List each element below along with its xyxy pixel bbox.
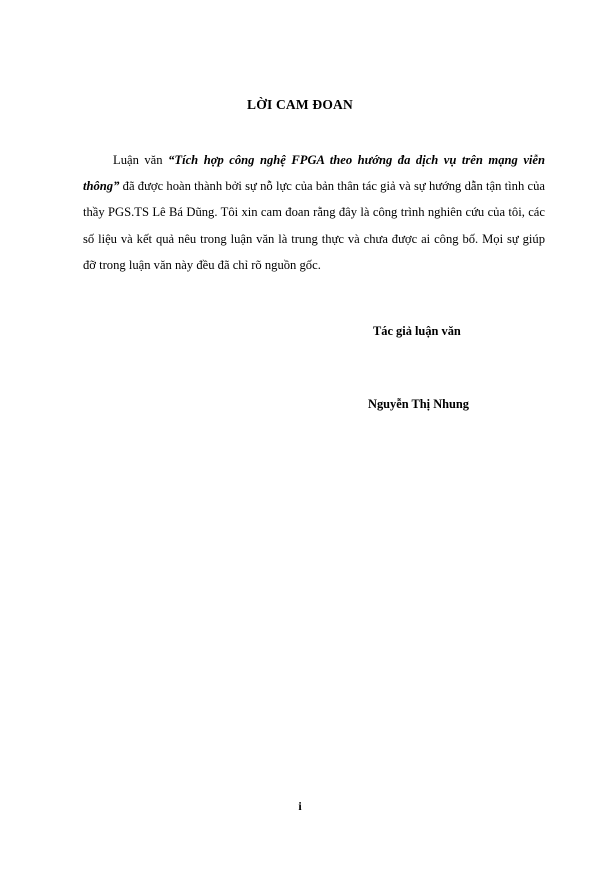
page-number: i	[298, 799, 302, 813]
declaration-paragraph	[83, 147, 545, 278]
author-name: Nguyễn Thị Nhung	[368, 397, 470, 411]
page-title: LỜI CAM ĐOAN	[247, 97, 353, 112]
signature-label: Tác giả luận văn	[373, 324, 461, 338]
paragraph-body: đã được hoàn thành bởi sự nỗ lực của bản thân tác giả và sự hướng dẫn tận tình của thầy PGS.TS Lê Bá Dũng. Tôi xin cam đoan rằng đây là công trình nghiên cứu của tôi, các số liệu và kết quả nêu trong luận văn là trung thực và chưa được ai công bố. Mọi sự giúp đỡ trong luận văn này đều đã chỉ rõ nguồn gốc.	[83, 179, 545, 272]
paragraph-lead: Luận văn	[113, 153, 169, 167]
thesis-title: “Tích hợp công nghệ FPGA theo hướng đa dịch vụ trên mạng viễn thông”	[83, 153, 546, 194]
